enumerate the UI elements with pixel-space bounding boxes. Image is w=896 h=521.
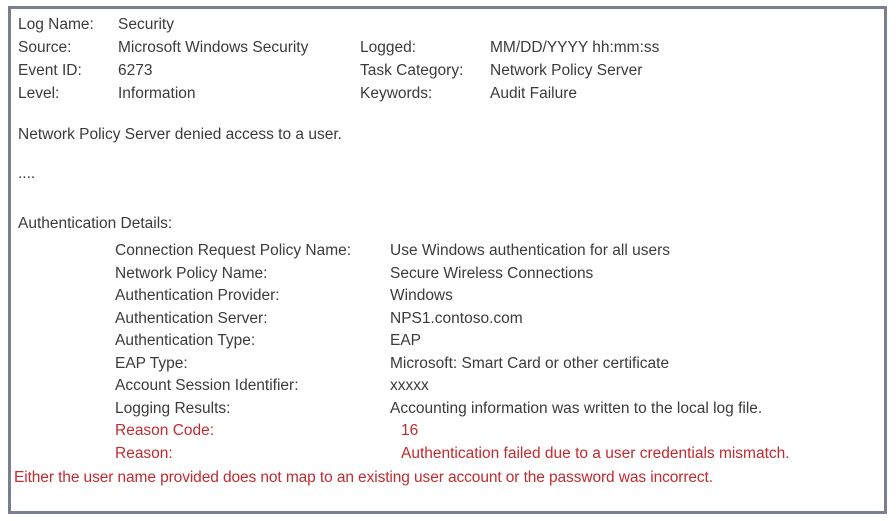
reason-explanation-note: Either the user name provided does not map to an existing user account or the password was incorrect. [14, 469, 713, 486]
field-value: EAP [390, 332, 422, 349]
detail-row-reason-code [115, 420, 884, 443]
source-label: Source: [18, 39, 72, 56]
event-description: Network Policy Server denied access to a user. [18, 126, 342, 143]
log-name-value: Security [118, 16, 174, 33]
log-name-label: Log Name: [18, 16, 94, 33]
authentication-details-heading: Authentication Details: [18, 215, 173, 232]
event-id-value: 6273 [118, 62, 153, 79]
field-value: Accounting information was written to the local log file. [390, 399, 763, 417]
level-label: Level: [18, 85, 60, 102]
detail-row-authentication-provider [115, 285, 884, 308]
detail-row-authentication-server [115, 308, 884, 331]
detail-row-logging-results [115, 398, 884, 421]
field-value: Authentication failed due to a user credentials mismatch. [401, 444, 790, 462]
field-label: Reason Code: [115, 422, 215, 439]
header-row-eventid-taskcategory [18, 59, 884, 82]
field-label: Authentication Provider: [115, 287, 280, 304]
field-label: Network Policy Name: [115, 264, 268, 282]
detail-row-eap-type [115, 353, 884, 376]
keywords-label: Keywords: [360, 85, 433, 102]
field-value: Windows [390, 287, 453, 304]
field-label: Authentication Type: [115, 332, 256, 349]
logged-label: Logged: [360, 39, 417, 56]
field-value: Use Windows authentication for all users [390, 242, 670, 259]
task-category-label: Task Category: [360, 62, 464, 79]
field-label: EAP Type: [115, 354, 188, 372]
header-spacer [360, 13, 490, 36]
omitted-content-ellipsis: .... [18, 165, 36, 182]
detail-row-connection-request-policy [115, 240, 884, 263]
header-row-log-name [18, 13, 884, 36]
event-header [11, 9, 884, 105]
header-row-source-logged [18, 36, 884, 59]
header-spacer [490, 13, 884, 36]
field-value: xxxxx [390, 377, 429, 394]
field-label: Logging Results: [115, 399, 231, 417]
detail-row-authentication-type [115, 330, 884, 353]
authentication-details-list [11, 240, 884, 465]
event-id-label: Event ID: [18, 62, 82, 79]
field-label: Authentication Server: [115, 309, 268, 327]
field-value: Microsoft: Smart Card or other certificate [390, 354, 670, 372]
detail-row-reason [115, 443, 884, 466]
field-value: Secure Wireless Connections [390, 264, 594, 282]
task-category-value: Network Policy Server [490, 62, 643, 79]
field-label: Reason: [115, 444, 173, 462]
source-value: Microsoft Windows Security [118, 39, 309, 56]
field-value: NPS1.contoso.com [390, 309, 523, 327]
detail-row-network-policy-name [115, 263, 884, 286]
field-label: Connection Request Policy Name: [115, 242, 352, 259]
logged-value: MM/DD/YYYY hh:mm:ss [490, 39, 660, 56]
detail-row-account-session-identifier [115, 375, 884, 398]
header-row-level-keywords [18, 82, 884, 105]
level-value: Information [118, 85, 196, 102]
keywords-value: Audit Failure [490, 85, 578, 102]
field-label: Account Session Identifier: [115, 377, 299, 394]
field-value: 16 [401, 422, 419, 439]
event-log-panel [8, 6, 887, 514]
